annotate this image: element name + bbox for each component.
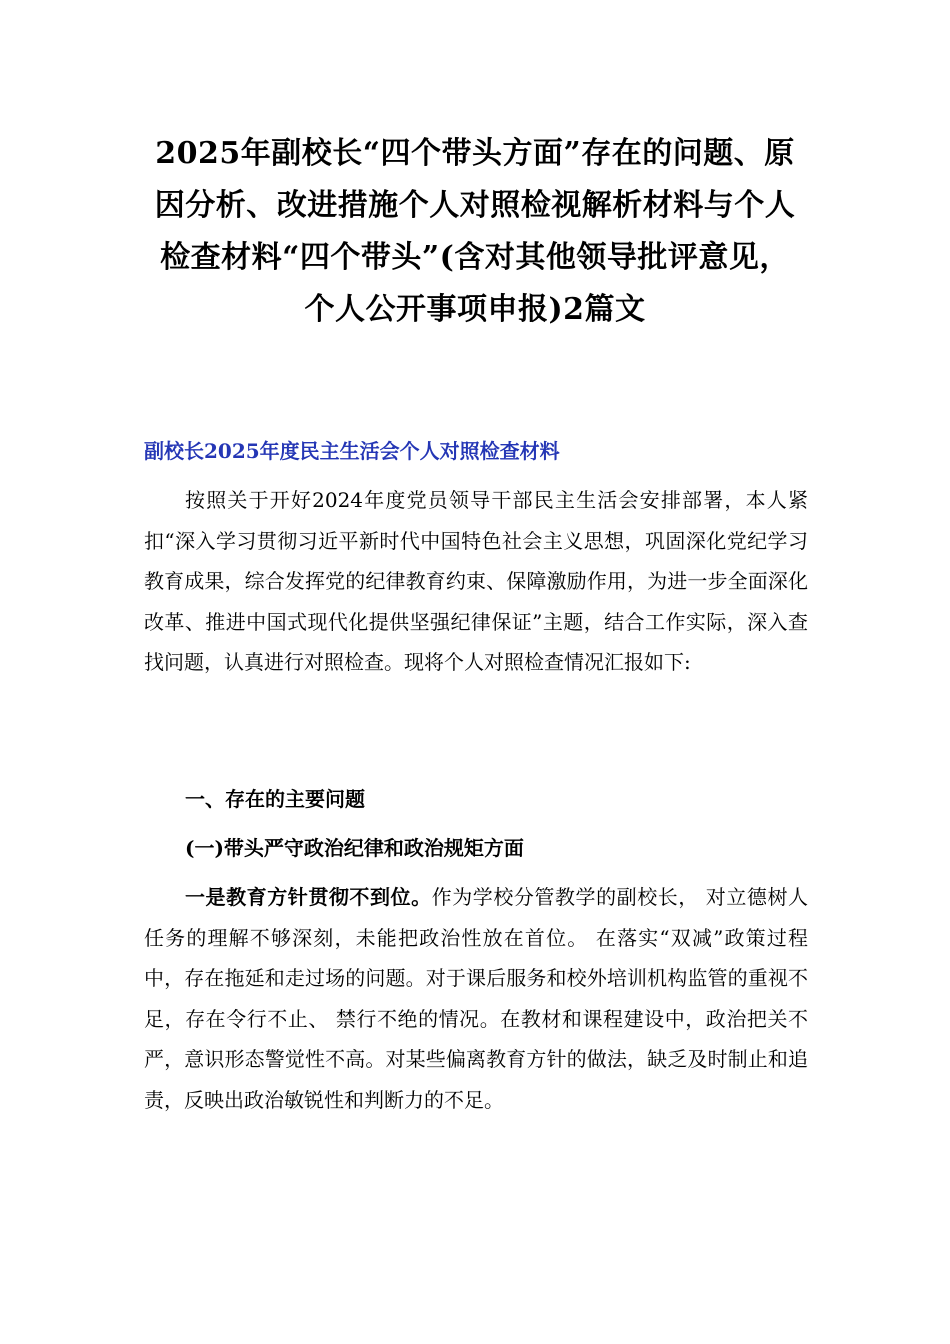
document-title: 2025年副校长“四个带头方面”存在的问题、原因分析、改进措施个人对照检视解析材料与个人检查材料“四个带头”(含对其他领导批评意见，个人公开事项申报)2篇文 xyxy=(154,136,796,327)
issue-lead: 一是教育方针贯彻不到位。 xyxy=(185,885,432,909)
section-heading: 副校长2025年度民主生活会个人对照检查材料 xyxy=(144,439,560,463)
issue-text: 作为学校分管教学的副校长， 对立德树人任务的理解不够深刻，未能把政治性放在首位。 在落实“双减”政策过程中，存在拖延和走过场的问题。对于课后服务和校外培训机构监管的重视不足，存在令行不止、 禁行不绝的情况。在教材和课程建设中，政治把关不严，意识形态警觉性不高。对某些偏离教育方针的做法，缺乏及时制止和追责，反映出政治敏锐性和判断力的不足。 xyxy=(144,885,808,1112)
heading-political-discipline: (一)带头严守政治纪律和政治规矩方面 xyxy=(185,836,524,860)
intro-paragraph: 按照关于开好2024年度党员领导干部民主生活会安排部署，本人紧扣“深入学习贯彻习近平新时代中国特色社会主义思想，巩固深化党纪学习教育成果，综合发挥党的纪律教育约束、保障激励作用，为进一步全面深化改革、推进中国式现代化提供坚强纪律保证”主题，结合工作实际，深入查找问题，认真进行对照检查。现将个人对照检查情况汇报如下: xyxy=(144,488,808,674)
issue-paragraph xyxy=(144,877,808,1120)
heading-main-problems: 一、存在的主要问题 xyxy=(185,787,365,811)
